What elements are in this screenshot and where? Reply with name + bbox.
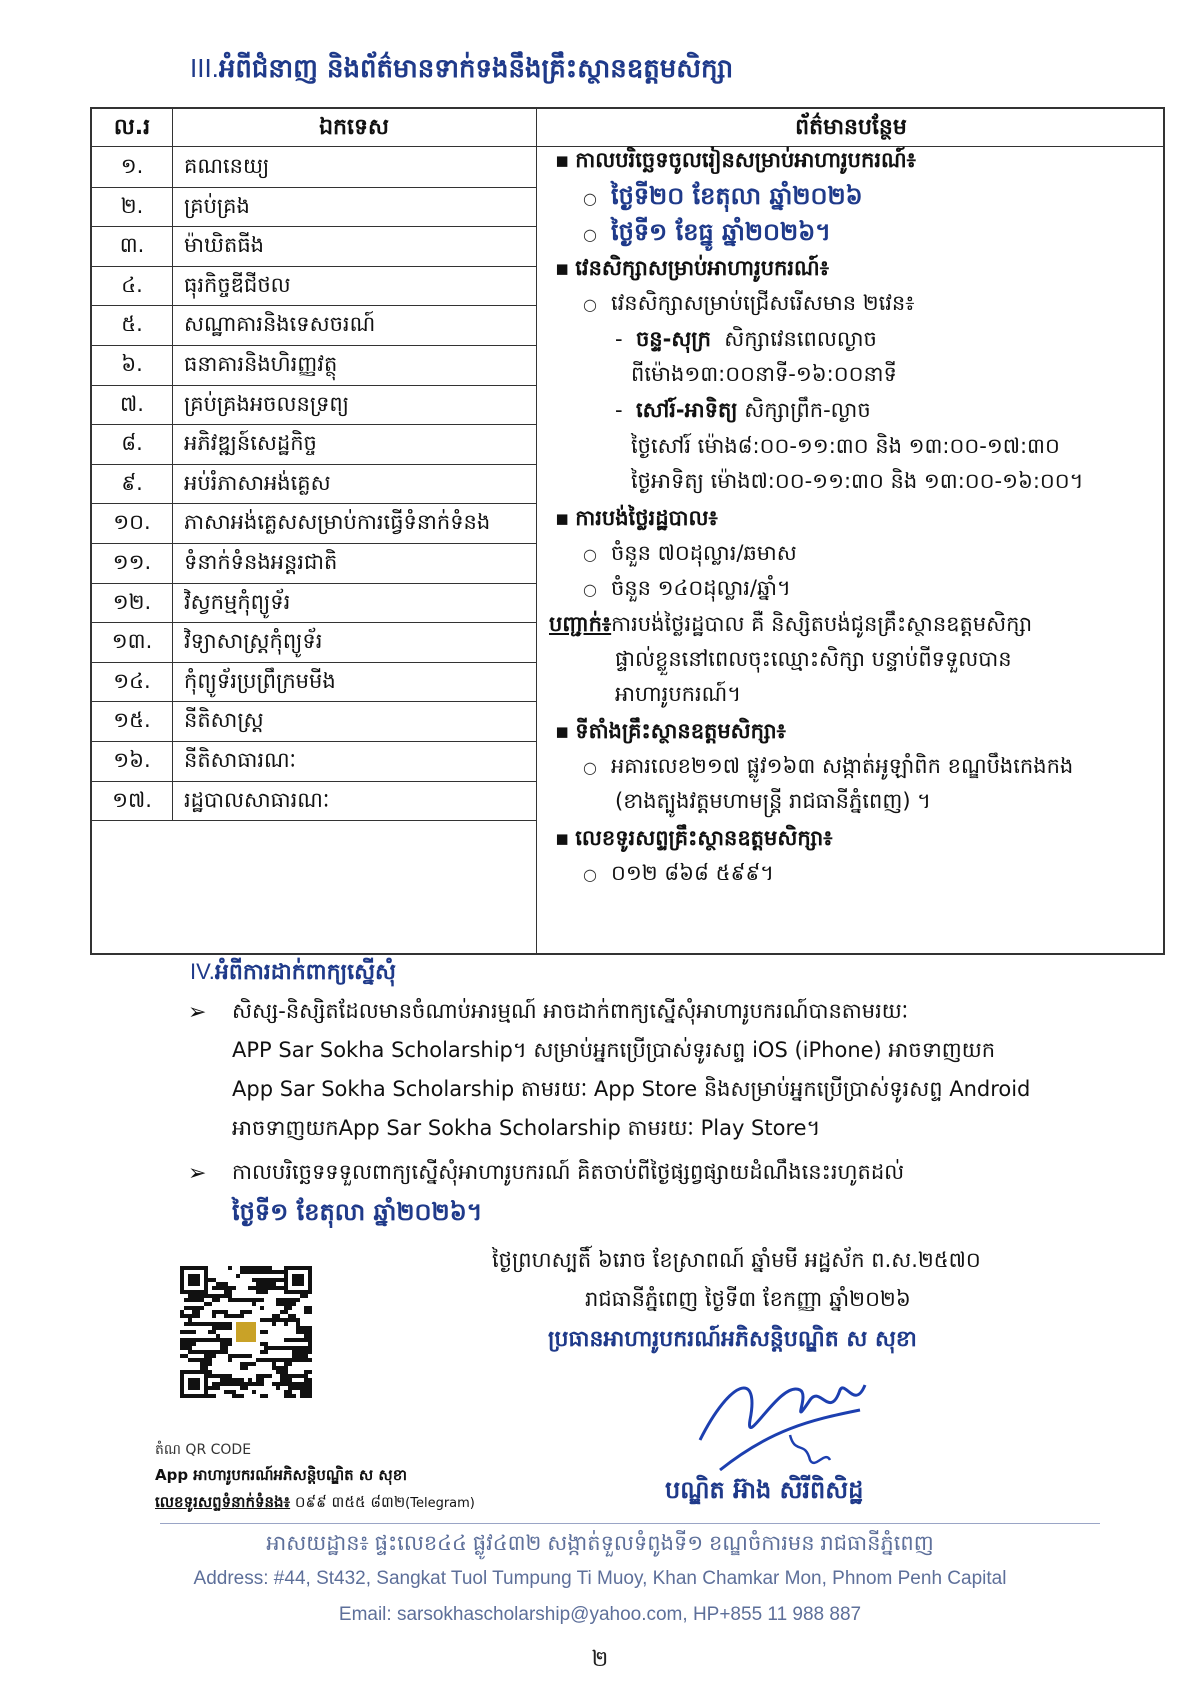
section4-number: IV. [190, 959, 215, 984]
header-major: ឯកទេស [319, 115, 389, 140]
place-date: រាជធានីភ្នំពេញ ថ្ងៃទី៣ ខែកញ្ញា ឆ្នាំ២០២៦ [585, 1287, 911, 1311]
major-name: គ្រប់គ្រងអចលនទ្រព្យ [184, 391, 349, 416]
major-number: ៥. [121, 312, 143, 337]
location-line-1: ○ អគារលេខ២១៧ ផ្លូវ១៦៣ សង្កាត់អូឡាំពិក ខណ្ឌបឹងកេងកង [583, 753, 1073, 784]
signature-image [690, 1360, 890, 1480]
major-number: ១២. [112, 589, 152, 614]
apply-para1-line4: អាចទាញយកApp Sar Sokha Scholarship តាមរយៈ Play Store។ [232, 1116, 821, 1140]
signer-role: ប្រធានអាហារូបករណ៍អភិសន្តិបណ្ឌិត ស សុខា [548, 1327, 917, 1352]
footer-email: Email: sarsokhascholarship@yahoo.com, HP+855 11 988 887 [338, 1604, 862, 1625]
shift2: - សៅរ៍-អាទិត្យ សិក្សាព្រឹក-ល្ងាច [615, 398, 871, 422]
qr-app: App អាហារូបករណ៍អភិសន្តិបណ្ឌិត ស សុខា [155, 1466, 407, 1484]
shift2-sat: ថ្ងៃសៅរ៍ ម៉ោង៨:០០-១១:៣០ និង ១៣:០០-១៧:៣០ [631, 434, 1060, 458]
arrow-icon: ➢ [188, 1161, 207, 1186]
major-number: ៧. [120, 391, 144, 416]
shift-intro: ○ វេនសិក្សាសម្រាប់ជ្រើសរើសមាន ២វេន៖ [583, 290, 915, 321]
apply-para1-line3: App Sar Sokha Scholarship តាមរយៈ App Store និងសម្រាប់អ្នកប្រើប្រាស់ទូរសព្ទ Android [232, 1077, 1031, 1101]
major-name: ម៉ាឃិតធីង [184, 233, 264, 258]
footer-address-en: Address: #44, St432, Sangkat Tuol Tumpung Ti Muoy, Khan Chamkar Mon, Phnom Penh Capital [193, 1568, 1007, 1589]
major-name: រដ្ឋបាលសាធារណៈ [184, 787, 330, 812]
phone-heading: ▪ លេខទូរសព្ទគ្រឹះស្ថានឧត្តមសិក្សា៖ [555, 825, 833, 856]
major-name: នីតិសាស្ត្រ [184, 708, 264, 733]
section4-title-text: អំពីការដាក់ពាក្យស្នើសុំ [214, 960, 397, 985]
major-number: ១៥. [113, 708, 151, 733]
fee-heading: ▪ ការបង់ថ្លៃរដ្ឋបាល៖ [555, 505, 718, 536]
major-number: ៩. [121, 470, 143, 495]
major-name: អភិវឌ្ឍន៍សេដ្ឋកិច្ច [184, 431, 317, 456]
note-label: បញ្ជាក់៖ [549, 612, 612, 636]
header-info: ព័ត៌មានបន្ថែម [795, 115, 907, 140]
apply-para1-line1: សិស្ស-និស្សិតដែលមានចំណាប់អារម្មណ៍ អាចដាក់ពាក្យស្នើសុំអាហារូបករណ៍បានតាមរយៈ [232, 999, 909, 1023]
shift1: - ចន្ទ-សុក្រ សិក្សាវេនពេលល្ងាច [615, 327, 877, 351]
major-number: ១. [120, 154, 144, 178]
major-number: ១០. [113, 510, 151, 535]
major-name: ធុរកិច្ចឌីជីថល [184, 272, 291, 297]
shift-heading: ▪ វេនសិក្សាសម្រាប់អាហារូបករណ៍៖ [555, 255, 829, 286]
section4-title [190, 958, 396, 990]
major-number: ៨. [121, 431, 143, 456]
major-name: នីតិសាធារណៈ [184, 748, 297, 772]
qr-code-image [180, 1266, 312, 1398]
header-no: ល.រ [113, 115, 151, 140]
major-number: ១៣. [111, 629, 153, 654]
major-name: វិស្វកម្មកុំព្យូទ័រ [184, 589, 291, 614]
footer-address-kh: អាសយដ្ឋាន៖ ផ្ទះលេខ៤៤ ផ្លូវ៤៣២ សង្កាត់ទួលទំពូងទី១ ខណ្ឌចំការមន រាជធានីភ្នំពេញ [266, 1532, 934, 1555]
major-name: វិទ្យាសាស្ត្រកុំព្យូទ័រ [184, 629, 323, 654]
signer-name: បណ្ឌិត អ៊ាង សិរីពិសិដ្ឋ [665, 1476, 864, 1504]
major-name: អប់រំភាសាអង់គ្លេស [184, 470, 331, 495]
qr-contact: លេខទូរសព្ទទំនាក់ទំនង៖ ០៩៩ ៣៥៥ ៨៣២(Telegram) [155, 1493, 475, 1511]
fee-item-2: ○ ចំនួន ១៤០ដុល្លារ/ឆ្នាំ។ [583, 575, 791, 606]
qr-label: តំណ QR CODE [155, 1442, 252, 1458]
page-number: ២ [591, 1646, 609, 1671]
lunar-date: ថ្ងៃព្រហស្បតិ៍ ៦រោច ខែស្រាពណ៍ ឆ្នាំមមី អដ្ឋស័ក ព.ស.២៥៧០ [492, 1248, 981, 1272]
fee-item-1: ○ ចំនួន ៧០ដុល្លារ/ឆមាស [583, 540, 797, 571]
section3-number: III. [190, 53, 219, 83]
major-name: កុំព្យូទ័រប្រព្រឹក្រមមីង [184, 668, 336, 693]
major-name: គ្រប់គ្រង [184, 193, 250, 218]
section3-title [190, 52, 733, 90]
major-number: ១៤. [113, 668, 151, 693]
major-name: គណនេយ្យ [184, 154, 270, 178]
major-number: ១១. [112, 550, 152, 574]
apply-para1-line2: APP Sar Sokha Scholarship។ សម្រាប់អ្នកប្រើប្រាស់ទូរសព្ទ iOS (iPhone) អាចទាញយក [232, 1038, 996, 1062]
major-number: ១៧. [112, 787, 152, 812]
shift2-sun: ថ្ងៃអាទិត្យ ម៉ោង៧:០០-១១:៣០ និង ១៣:០០-១៦:០០។ [631, 469, 1084, 493]
major-number: ២. [120, 193, 144, 218]
location-heading: ▪ ទីតាំងគ្រឹះស្ថានឧត្តមសិក្សា៖ [555, 718, 786, 749]
section3-title-text: អំពីជំនាញ និងព័ត៌មានទាក់ទងនឹងគ្រឹះស្ថានឧត្តមសិក្សា [218, 54, 734, 84]
major-number: ៤. [121, 272, 143, 297]
note-line-1: បញ្ជាក់៖ការបង់ថ្លៃរដ្ឋបាល គឺ និស្សិតបង់ជូនគ្រឹះស្ថានឧត្តមសិក្សា [549, 612, 1033, 636]
apply-deadline: ថ្ងៃទី១ ខែតុលា ឆ្នាំ២០២៦។ [232, 1198, 483, 1226]
phone-number: ○ ០១២ ៨៦៨ ៥៩៩។ [583, 860, 774, 891]
major-name: ភាសាអង់គ្លេសសម្រាប់ការធ្វើទំនាក់ទំនង [184, 510, 491, 535]
major-name: ធនាគារនិងហិរញ្ញវត្ថុ [184, 352, 338, 376]
major-number: ៦. [121, 352, 143, 376]
shift1-time: ពីម៉ោង១៣:០០នាទី-១៦:០០នាទី [631, 362, 897, 386]
major-name: សណ្ឋាគារនិងទេសចរណ៍ [184, 312, 376, 337]
deadline-item-1: ○ ថ្ងៃទី២០ ខែតុលា ឆ្នាំ២០២៦ [583, 181, 863, 216]
major-number: ១៦. [113, 748, 151, 772]
note-line-2: ផ្ទាល់ខ្លួននៅពេលចុះឈ្មោះសិក្សា បន្ទាប់ពីទទួលបាន [615, 647, 1012, 671]
arrow-icon: ➢ [188, 1000, 207, 1025]
major-name: ទំនាក់ទំនងអន្តរជាតិ [184, 550, 338, 574]
deadline-heading: ▪ កាលបរិច្ឆេទចូលរៀនសម្រាប់អាហារូបករណ៍៖ [555, 147, 916, 178]
deadline-item-2: ○ ថ្ងៃទី១ ខែធ្នូ ឆ្នាំ២០២៦។ [583, 217, 831, 252]
major-number: ៣. [119, 233, 145, 258]
location-line-2: (ខាងត្បូងវត្តមហាមន្ត្រី រាជធានីភ្នំពេញ) ។ [615, 789, 932, 813]
apply-para2-line1: កាលបរិច្ឆេទទទួលពាក្យស្នើសុំអាហារូបករណ៍ គិតចាប់ពីថ្ងៃផ្សព្វផ្សាយដំណឹងនេះរហូតដល់ [232, 1160, 905, 1184]
note-line-3: អាហារូបករណ៍។ [615, 682, 742, 706]
footer-divider [160, 1523, 1100, 1524]
